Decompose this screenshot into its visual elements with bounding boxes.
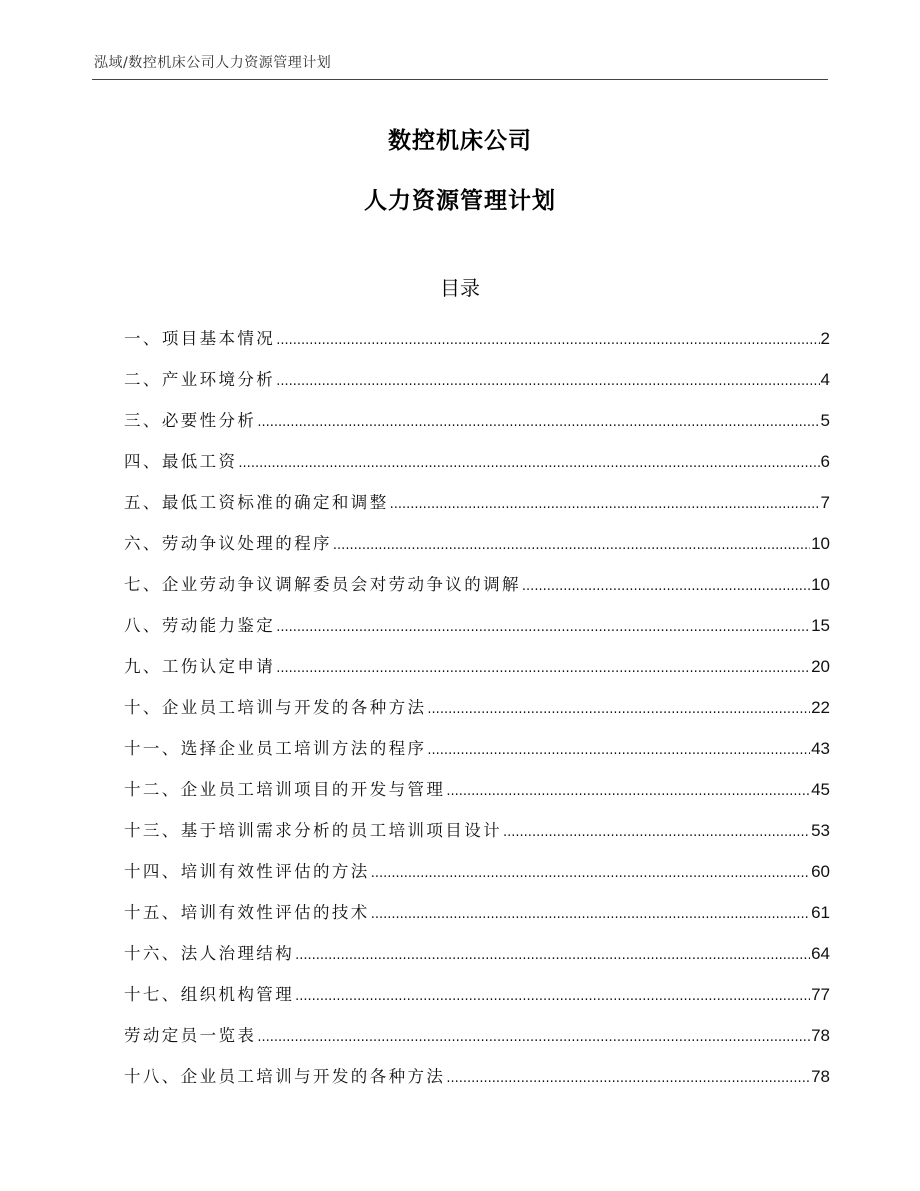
toc-entry-title: 劳动争议处理的程序 — [161, 534, 332, 553]
toc-entry-title: 企业劳动争议调解委员会对劳动争议的调解 — [161, 575, 521, 594]
toc-entry[interactable] — [124, 530, 830, 571]
toc-dot-leader — [446, 1071, 810, 1086]
toc-entry-number: 十一、 — [124, 739, 181, 758]
toc-dot-leader — [371, 866, 810, 881]
toc-entry[interactable] — [124, 981, 830, 1022]
toc-dot-leader — [276, 333, 819, 348]
toc-entry[interactable] — [124, 1063, 830, 1104]
toc-entry[interactable] — [124, 612, 830, 653]
toc-entry[interactable] — [124, 448, 830, 489]
toc-entry-page: 78 — [811, 1026, 830, 1045]
toc-entry-number: 十七、 — [124, 985, 181, 1004]
toc-entry[interactable] — [124, 571, 830, 612]
toc-dot-leader — [390, 497, 820, 512]
toc-dot-leader — [238, 456, 819, 471]
toc-entry-number: 三、 — [124, 411, 162, 430]
toc-entry-title: 工伤认定申请 — [161, 657, 276, 676]
toc-entry-page: 78 — [811, 1067, 830, 1086]
running-header: 泓域/数控机床公司人力资源管理计划 — [94, 55, 332, 71]
toc-dot-leader — [295, 948, 810, 963]
toc-dot-leader — [522, 579, 810, 594]
toc-entry-number: 七、 — [124, 575, 162, 594]
toc-entry-number: 十、 — [124, 698, 162, 717]
toc-entry-page: 5 — [820, 411, 830, 430]
toc-entry-title: 产业环境分析 — [161, 370, 276, 389]
toc-entry-title: 劳动能力鉴定 — [161, 616, 276, 635]
toc-entry-title: 劳动定员一览表 — [124, 1026, 257, 1045]
toc-entry-title: 项目基本情况 — [161, 329, 276, 348]
toc-entry-title: 最低工资 — [161, 452, 238, 471]
header-rule — [92, 79, 828, 80]
toc-dot-leader — [503, 825, 810, 840]
toc-entry-number: 十八、 — [124, 1067, 181, 1086]
toc-entry-number: 十五、 — [124, 903, 181, 922]
toc-entry-page: 60 — [811, 862, 830, 881]
toc-dot-leader — [333, 538, 810, 553]
toc-heading: 目录 — [440, 276, 480, 300]
toc-entry[interactable] — [124, 653, 830, 694]
table-of-contents — [124, 325, 830, 1104]
toc-entry-title: 企业员工培训与开发的各种方法 — [161, 698, 427, 717]
toc-entry-title: 必要性分析 — [161, 411, 257, 430]
toc-entry-number: 十六、 — [124, 944, 181, 963]
toc-entry-title: 企业员工培训项目的开发与管理 — [180, 780, 446, 799]
toc-entry-number: 十三、 — [124, 821, 181, 840]
toc-entry-number: 四、 — [124, 452, 162, 471]
toc-dot-leader — [276, 374, 819, 389]
toc-dot-leader — [371, 907, 810, 922]
toc-entry[interactable] — [124, 858, 830, 899]
toc-entry-number: 十二、 — [124, 780, 181, 799]
toc-entry-number: 一、 — [124, 329, 162, 348]
toc-entry-page: 15 — [811, 616, 830, 635]
toc-entry-page: 10 — [811, 534, 830, 553]
toc-entry-page: 45 — [811, 780, 830, 799]
toc-entry-title: 企业员工培训与开发的各种方法 — [180, 1067, 446, 1086]
toc-entry-title: 最低工资标准的确定和调整 — [161, 493, 389, 512]
toc-entry-title: 基于培训需求分析的员工培训项目设计 — [180, 821, 503, 840]
toc-dot-leader — [446, 784, 810, 799]
document-title-line-1: 数控机床公司 — [388, 128, 532, 154]
toc-entry-title: 选择企业员工培训方法的程序 — [180, 739, 427, 758]
toc-dot-leader — [257, 1030, 810, 1045]
toc-entry-title: 法人治理结构 — [180, 944, 295, 963]
toc-entry-page: 6 — [820, 452, 830, 471]
toc-entry[interactable] — [124, 366, 830, 407]
toc-entry-number: 五、 — [124, 493, 162, 512]
toc-dot-leader — [427, 743, 810, 758]
toc-entry-page: 77 — [811, 985, 830, 1004]
toc-entry[interactable] — [124, 899, 830, 940]
toc-entry[interactable] — [124, 407, 830, 448]
toc-entry-page: 64 — [811, 944, 830, 963]
toc-entry-page: 2 — [820, 329, 830, 348]
toc-dot-leader — [276, 620, 810, 635]
toc-entry-page: 22 — [811, 698, 830, 717]
toc-dot-leader — [295, 989, 810, 1004]
toc-entry-number: 二、 — [124, 370, 162, 389]
toc-entry-title: 组织机构管理 — [180, 985, 295, 1004]
document-title-line-2: 人力资源管理计划 — [364, 188, 556, 214]
toc-dot-leader — [427, 702, 810, 717]
toc-entry-title: 培训有效性评估的技术 — [180, 903, 370, 922]
toc-entry[interactable] — [124, 817, 830, 858]
toc-entry-number: 六、 — [124, 534, 162, 553]
toc-entry-title: 培训有效性评估的方法 — [180, 862, 370, 881]
toc-entry-number: 九、 — [124, 657, 162, 676]
toc-entry-page: 7 — [820, 493, 830, 512]
toc-entry[interactable] — [124, 694, 830, 735]
toc-entry-page: 43 — [811, 739, 830, 758]
toc-entry[interactable] — [124, 1022, 830, 1063]
toc-entry-page: 53 — [811, 821, 830, 840]
toc-entry[interactable] — [124, 776, 830, 817]
toc-entry-page: 10 — [811, 575, 830, 594]
toc-entry-page: 61 — [811, 903, 830, 922]
toc-dot-leader — [276, 661, 810, 676]
toc-entry[interactable] — [124, 325, 830, 366]
toc-entry-page: 20 — [811, 657, 830, 676]
toc-entry-page: 4 — [820, 370, 830, 389]
toc-entry[interactable] — [124, 735, 830, 776]
toc-entry[interactable] — [124, 940, 830, 981]
toc-entry-number: 十四、 — [124, 862, 181, 881]
toc-entry-number: 八、 — [124, 616, 162, 635]
toc-entry[interactable] — [124, 489, 830, 530]
toc-dot-leader — [257, 415, 819, 430]
